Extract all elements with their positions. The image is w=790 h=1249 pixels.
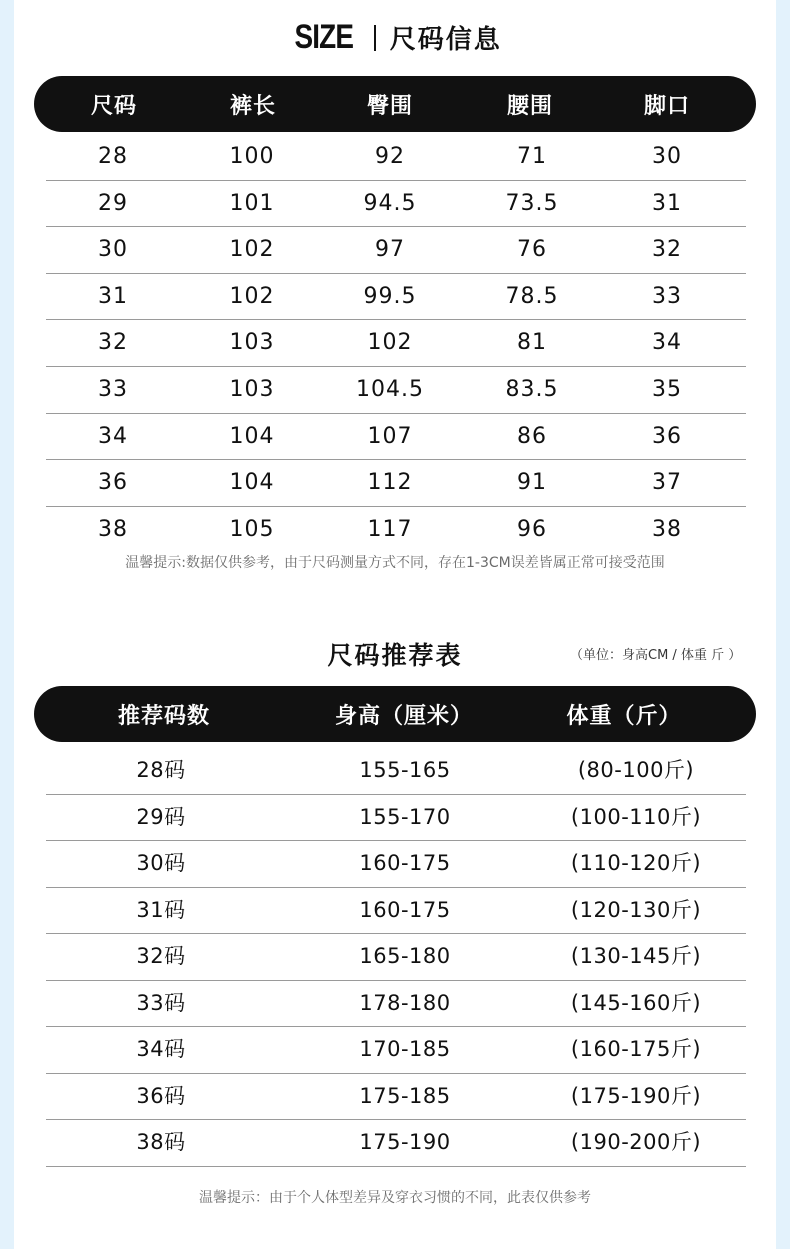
table-cell: 71: [517, 144, 547, 169]
table-cell: 81: [517, 330, 547, 356]
title-divider: [374, 25, 376, 51]
recommend-table-note: 温馨提示：由于个人体型差异及穿衣习惯的不同，此表仅供参考: [199, 1190, 591, 1206]
table-cell: 32: [98, 330, 128, 356]
table-cell: 32: [652, 237, 682, 263]
table-row: [46, 981, 746, 1028]
table-cell: 86: [517, 423, 547, 449]
table-cell: 103: [229, 330, 275, 356]
table-cell: 35: [652, 376, 682, 402]
table-cell: 160-175: [359, 851, 451, 875]
table-row: [46, 507, 746, 553]
table-cell: 30码: [136, 851, 186, 875]
size-table-header: [34, 76, 756, 132]
table-row: [46, 181, 746, 228]
table-cell: 175-190: [359, 1130, 451, 1154]
header-length: 裤长: [229, 93, 276, 119]
table-cell: (190-200斤): [570, 1130, 702, 1154]
table-cell: (175-190斤): [570, 1083, 702, 1108]
table-row: [46, 1120, 746, 1167]
header-leg-opening: 脚口: [643, 93, 690, 119]
table-cell: 96: [517, 516, 547, 542]
table-cell: 165-180: [359, 944, 451, 968]
page-title: [14, 18, 776, 57]
table-cell: 34码: [136, 1037, 186, 1061]
table-cell: 104.5: [356, 376, 424, 402]
table-row: [46, 320, 746, 367]
table-cell: 32码: [136, 944, 186, 968]
table-cell: 31: [98, 283, 128, 309]
recommend-title: 尺码推荐表: [327, 641, 463, 670]
table-cell: (145-160斤): [570, 990, 702, 1015]
title-english: SIZE: [294, 18, 354, 56]
table-cell: 38码: [136, 1130, 186, 1154]
table-cell: 107: [367, 423, 413, 449]
table-cell: 104: [229, 470, 275, 496]
recommend-unit-label: （单位：身高CM / 体重 斤 ）: [570, 648, 742, 663]
table-cell: 99.5: [363, 283, 417, 309]
table-cell: 73.5: [505, 190, 559, 216]
table-cell: 36码: [136, 1083, 186, 1108]
table-row: [46, 460, 746, 507]
table-cell: (160-175斤): [570, 1037, 702, 1061]
table-cell: 105: [229, 516, 275, 542]
table-cell: (80-100斤): [577, 758, 695, 782]
table-cell: 31: [652, 190, 682, 216]
size-chart-page: [14, 0, 776, 1249]
table-row: [46, 274, 746, 321]
table-cell: 29: [98, 190, 128, 216]
header-recommended-size: 推荐码数: [117, 703, 210, 729]
header-weight: 体重（斤）: [566, 703, 682, 729]
table-cell: 76: [517, 237, 547, 263]
table-cell: 28码: [136, 758, 186, 782]
table-cell: 36: [98, 470, 128, 496]
table-row: [46, 134, 746, 181]
header-waist: 腰围: [506, 93, 553, 119]
table-cell: 91: [517, 470, 547, 496]
recommend-table-header: [34, 686, 756, 742]
table-cell: 104: [229, 423, 275, 449]
table-cell: 83.5: [505, 376, 559, 402]
header-height: 身高（厘米）: [334, 703, 473, 729]
table-row: [46, 367, 746, 414]
left-border-strip: [0, 0, 14, 1249]
table-row: [46, 888, 746, 935]
table-cell: 34: [652, 330, 682, 356]
table-cell: 155-165: [359, 758, 451, 782]
table-cell: 33: [652, 283, 682, 309]
table-row: [46, 414, 746, 461]
title-chinese: 尺码信息: [389, 25, 502, 55]
table-cell: 112: [367, 470, 413, 496]
table-cell: 97: [375, 237, 405, 263]
table-cell: 28: [98, 144, 128, 169]
table-cell: 33: [98, 376, 128, 402]
header-hip: 臀围: [366, 93, 413, 119]
table-cell: 160-175: [359, 897, 451, 922]
table-cell: 117: [367, 516, 413, 542]
table-cell: 100: [229, 144, 275, 169]
table-cell: 33码: [136, 990, 186, 1015]
table-cell: 30: [652, 144, 682, 169]
table-row: [46, 841, 746, 888]
recommend-table: [46, 748, 746, 1167]
table-cell: 29码: [136, 804, 186, 829]
table-cell: (130-145斤): [570, 944, 702, 968]
table-cell: (100-110斤): [570, 804, 702, 829]
table-cell: 94.5: [363, 190, 417, 216]
table-row: [46, 1074, 746, 1121]
table-row: [46, 934, 746, 981]
table-cell: 103: [229, 376, 275, 402]
size-table: [46, 134, 746, 552]
table-cell: 38: [652, 516, 682, 542]
header-size: 尺码: [90, 93, 137, 119]
table-row: [46, 748, 746, 795]
table-row: [46, 1027, 746, 1074]
table-cell: 102: [367, 330, 413, 356]
table-cell: 175-185: [359, 1083, 451, 1108]
table-cell: 38: [98, 516, 128, 542]
size-table-note: 温馨提示:数据仅供参考，由于尺码测量方式不同，存在1-3CM误差皆属正常可接受范围: [125, 555, 665, 571]
table-cell: (120-130斤): [570, 897, 702, 922]
table-cell: 36: [652, 423, 682, 449]
table-cell: 37: [652, 470, 682, 496]
table-cell: 170-185: [359, 1037, 451, 1061]
table-cell: 155-170: [359, 804, 451, 829]
table-cell: 30: [98, 237, 128, 263]
table-cell: 102: [229, 283, 275, 309]
table-row: [46, 227, 746, 274]
table-cell: (110-120斤): [570, 851, 702, 875]
table-row: [46, 795, 746, 842]
table-cell: 78.5: [505, 283, 559, 309]
table-cell: 102: [229, 237, 275, 263]
table-cell: 92: [375, 144, 405, 169]
table-cell: 178-180: [359, 990, 451, 1015]
table-cell: 31码: [136, 897, 186, 922]
table-cell: 101: [229, 190, 275, 216]
right-border-strip: [776, 0, 790, 1249]
table-cell: 34: [98, 423, 128, 449]
